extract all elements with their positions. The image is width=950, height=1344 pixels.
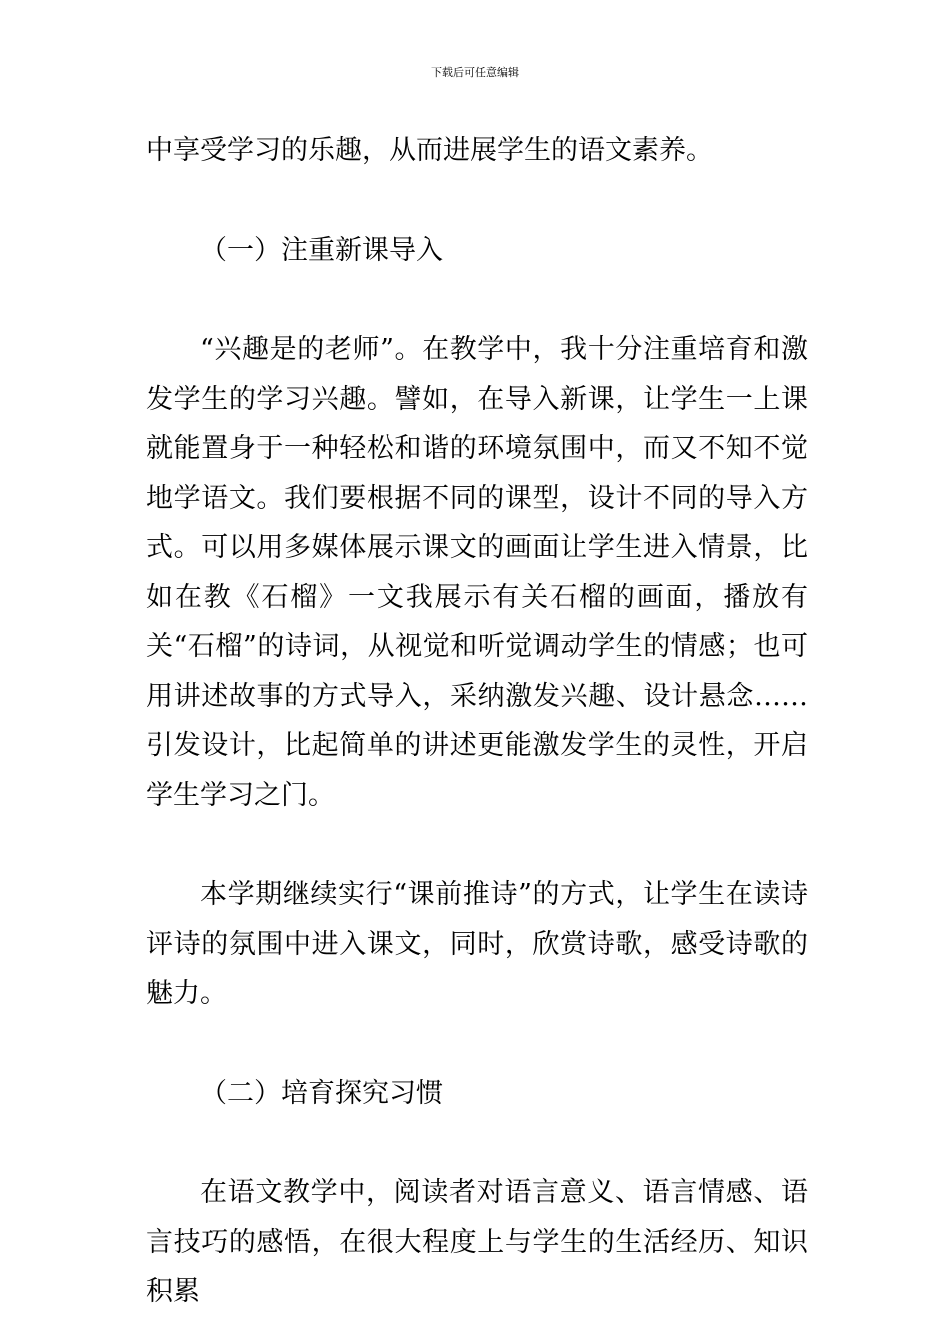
document-body (146, 126, 808, 1317)
paragraph-continued: 中享受学习的乐趣，从而进展学生的语文素养。 (146, 135, 713, 166)
section-heading-1: （一）注重新课导入 (200, 234, 443, 266)
paragraph-interest: “兴趣是的老师”。在教学中，我十分注重培育和激发学生的学习兴趣。譬如，在导入新课，让学生一上课就能置身于一种轻松和谐的环境氛围中，而又不知不觉地学语文。我们要根据不同的课型，设计不同的导入方式。可以用多媒体展示课文的画面让学生进入情景，比如在教《石榴》一文我展示有关石榴的画面，播放有关“石榴”的诗词，从视觉和听觉调动学生的情感；也可用讲述故事的方式导入，采纳激发兴趣、设计悬念……引发设计，比起简单的讲述更能激发学生的灵性，开启学生学习之门。 (146, 334, 808, 811)
paragraph-poem-recommendation: 本学期继续实行“课前推诗”的方式，让学生在读诗评诗的氛围中进入课文，同时，欣赏诗歌，感受诗歌的魅力。 (146, 879, 808, 1009)
section-heading-2: （二）培育探究习惯 (200, 1077, 443, 1109)
page-header-note: 下载后可任意编辑 (431, 66, 519, 79)
paragraph-inquiry: 在语文教学中，阅读者对语言意义、语言情感、语言技巧的感悟，在很大程度上与学生的生活经历、知识积累 (146, 1177, 808, 1307)
